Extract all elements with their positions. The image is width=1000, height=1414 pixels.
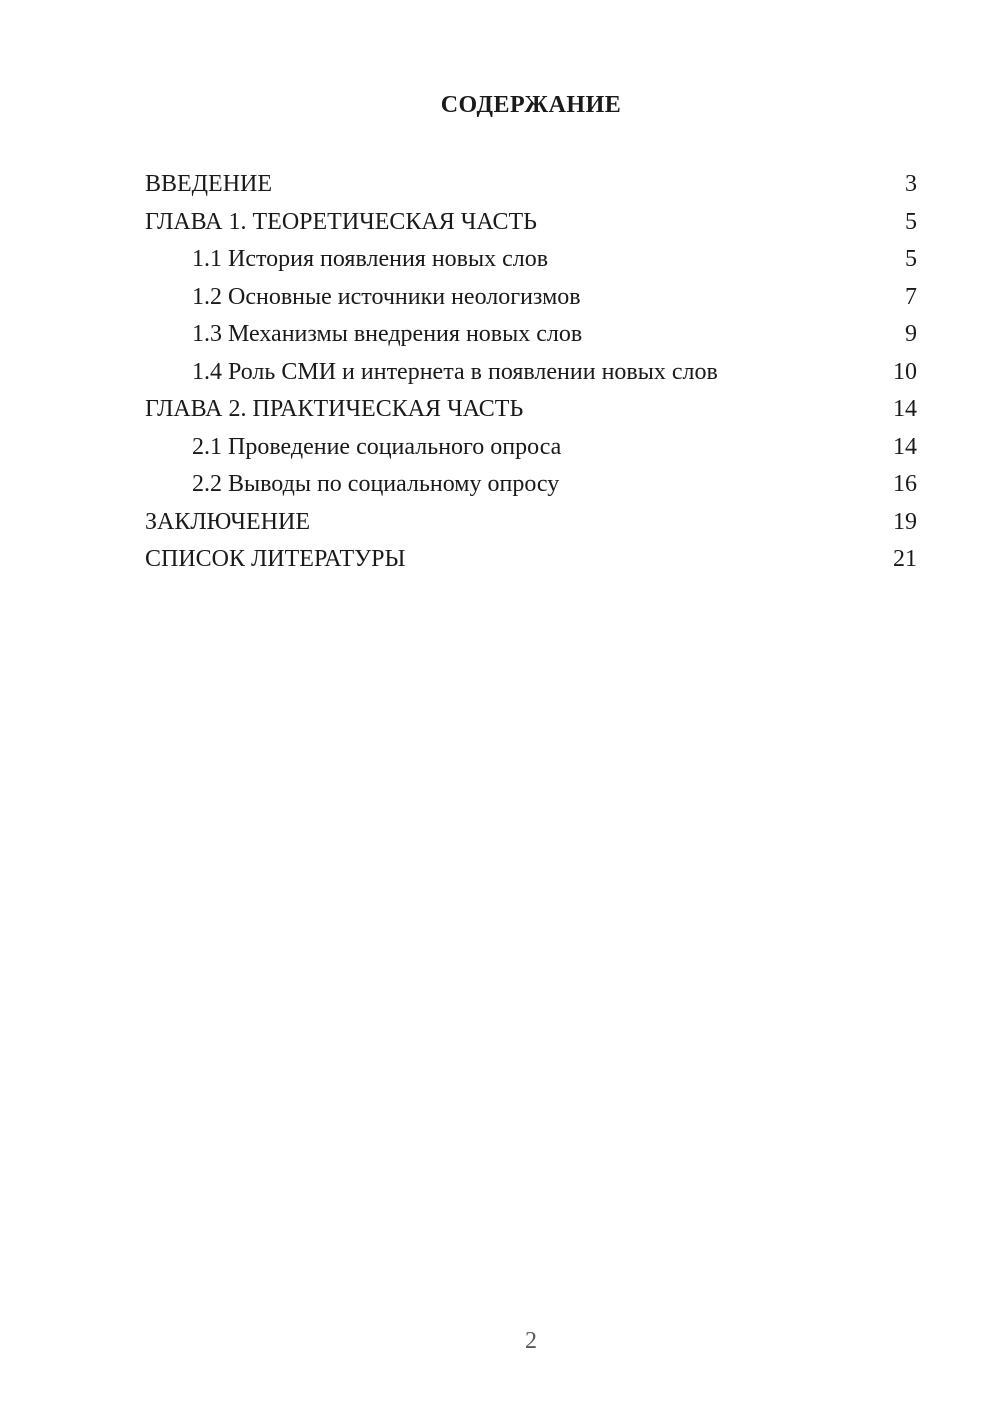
toc-entry-label: ГЛАВА 1. ТЕОРЕТИЧЕСКАЯ ЧАСТЬ — [145, 208, 537, 235]
toc-entry-page: 9 — [905, 321, 917, 347]
toc-entry — [145, 279, 917, 317]
toc-entry-page: 19 — [893, 508, 917, 535]
footer-page-number: 2 — [525, 1328, 537, 1354]
toc-entry — [145, 241, 917, 279]
page-title: СОДЕРЖАНИЕ — [440, 92, 622, 118]
toc-entry-label: 1.1 История появления новых слов — [192, 246, 549, 272]
toc-entry — [145, 504, 917, 542]
toc-entry-label: 1.3 Механизмы внедрения новых слов — [192, 321, 583, 347]
toc-entry — [145, 204, 917, 242]
toc-entry-label: СПИСОК ЛИТЕРАТУРЫ — [145, 546, 406, 572]
toc-entry-page: 14 — [893, 396, 917, 422]
toc-entry-label: ВВЕДЕНИЕ — [145, 171, 273, 197]
table-of-contents — [145, 166, 917, 579]
toc-entry — [145, 354, 917, 392]
toc-entry-label: ГЛАВА 2. ПРАКТИЧЕСКАЯ ЧАСТЬ — [145, 396, 524, 422]
toc-entry-page: 7 — [905, 283, 917, 310]
toc-entry — [145, 429, 917, 467]
toc-entry — [145, 466, 917, 504]
toc-entry-label: 1.2 Основные источники неологизмов — [192, 283, 581, 310]
toc-entry-page: 5 — [905, 208, 917, 235]
toc-entry-page: 10 — [893, 358, 917, 385]
toc-entry-label: 2.1 Проведение социального опроса — [192, 433, 562, 460]
toc-entry — [145, 391, 917, 429]
toc-entry-label: 1.4 Роль СМИ и интернета в появлении новых слов — [192, 358, 718, 385]
toc-entry-page: 21 — [893, 546, 917, 572]
toc-entry-page: 14 — [893, 433, 917, 460]
toc-entry-page: 5 — [905, 246, 917, 272]
toc-entry — [145, 316, 917, 354]
toc-entry-page: 16 — [893, 471, 917, 497]
toc-entry-label: ЗАКЛЮЧЕНИЕ — [145, 508, 310, 535]
toc-entry — [145, 541, 917, 579]
toc-entry-label: 2.2 Выводы по социальному опросу — [192, 471, 560, 497]
toc-entry-page: 3 — [905, 171, 917, 197]
toc-entry — [145, 166, 917, 204]
